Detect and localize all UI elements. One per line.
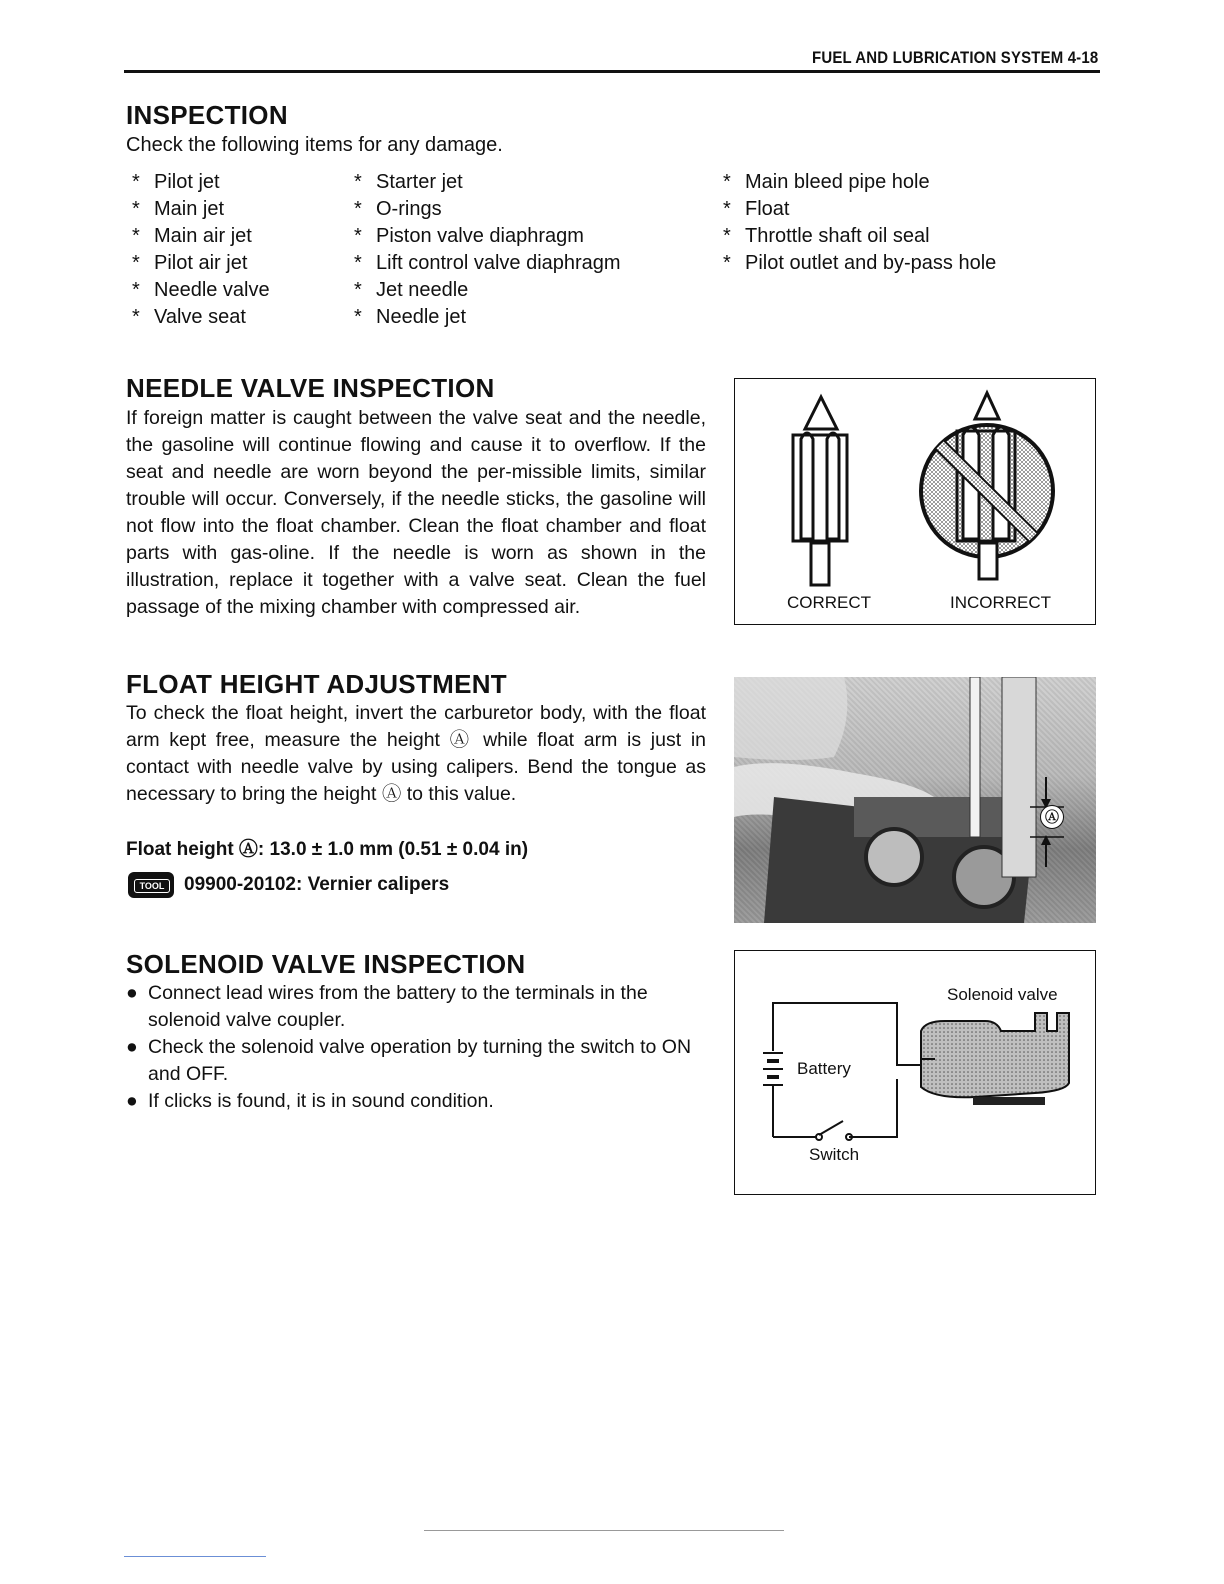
correct-needle-icon [793, 397, 847, 585]
height-marker: Ⓐ [1040, 805, 1064, 829]
scan-artifact-line [424, 1530, 784, 1531]
list-item: ● Check the solenoid valve operation by turning the switch to ON and OFF. [126, 1036, 692, 1085]
list-item: * Main air jet [132, 225, 252, 247]
solenoid-heading: SOLENOID VALVE INSPECTION [126, 949, 526, 979]
float-height-body: To check the float height, invert the carburetor body, with the float arm kept free, measure the height Ⓐ while float arm is just in contact with needle valve by using calipers. Bend the tongue as necessary to bring the height Ⓐ to this value. [126, 702, 706, 805]
list-item: * Pilot outlet and by-pass hole [723, 252, 997, 274]
tool-icon: TOOL [128, 872, 174, 898]
inspection-heading: INSPECTION [126, 100, 288, 130]
tool-text: 09900-20102: Vernier calipers [184, 874, 450, 895]
list-item: * Pilot air jet [132, 252, 248, 274]
list-item: ● Connect lead wires from the battery to the terminals in the solenoid valve coupler. [126, 982, 648, 1031]
label-solenoid-valve: Solenoid valve [947, 985, 1058, 1004]
needle-valve-body: If foreign matter is caught between the valve seat and the needle, the gasoline will continue flowing and cause it to overflow. If the seat and needle are worn beyond the per-missible limits, similar trouble will occur. Conversely, if the needle sticks, the gasoline will not flow into the float chamber. Clean the float chamber and float parts with gas-oline. If the needle is worn as shown in the illustration, replace it together with a valve seat. Clean the fuel passage of the mixing chamber with compressed air. [126, 407, 706, 618]
needle-valve-figure [734, 378, 1096, 625]
label-battery: Battery [797, 1059, 851, 1078]
list-item: * Jet needle [354, 279, 469, 301]
list-item: * Piston valve diaphragm [354, 225, 584, 247]
list-item: * Lift control valve diaphragm [354, 252, 621, 274]
needle-valve-heading: NEEDLE VALVE INSPECTION [126, 373, 495, 403]
inspection-list-col1 [124, 169, 270, 331]
page-header [124, 46, 1100, 73]
list-item: * Float [723, 198, 790, 220]
inspection-intro: Check the following items for any damage. [126, 134, 503, 156]
list-item: * Pilot jet [132, 171, 220, 193]
inspection-list-col2 [346, 169, 621, 331]
label-incorrect: INCORRECT [950, 593, 1052, 612]
inspection-list-col3 [715, 169, 996, 277]
list-item: * Starter jet [354, 171, 463, 193]
list-item: * Main bleed pipe hole [723, 171, 930, 193]
label-switch: Switch [809, 1145, 860, 1164]
list-item: ● If clicks is found, it is in sound condition. [126, 1090, 494, 1112]
header-title: FUEL AND LUBRICATION SYSTEM 4-18 [811, 48, 1098, 67]
list-item: * Main jet [132, 198, 225, 220]
solenoid-figure [734, 950, 1096, 1195]
solenoid-bullets [124, 980, 710, 1115]
scan-artifact-line [124, 1556, 266, 1557]
solenoid-valve-icon [921, 1013, 1069, 1105]
list-item: * O-rings [354, 198, 442, 220]
label-correct: CORRECT [787, 593, 872, 612]
float-height-photo [734, 677, 1096, 923]
list-item: * Needle jet [354, 306, 467, 328]
float-height-spec: Float height Ⓐ: 13.0 ± 1.0 mm (0.51 ± 0.04 in) [126, 839, 529, 860]
list-item: * Needle valve [132, 279, 270, 301]
float-height-heading: FLOAT HEIGHT ADJUSTMENT [126, 669, 507, 699]
list-item: * Throttle shaft oil seal [723, 225, 930, 247]
list-item: * Valve seat [132, 306, 246, 328]
incorrect-needle-icon [921, 393, 1053, 579]
needle-valve-illustration [735, 379, 1094, 623]
